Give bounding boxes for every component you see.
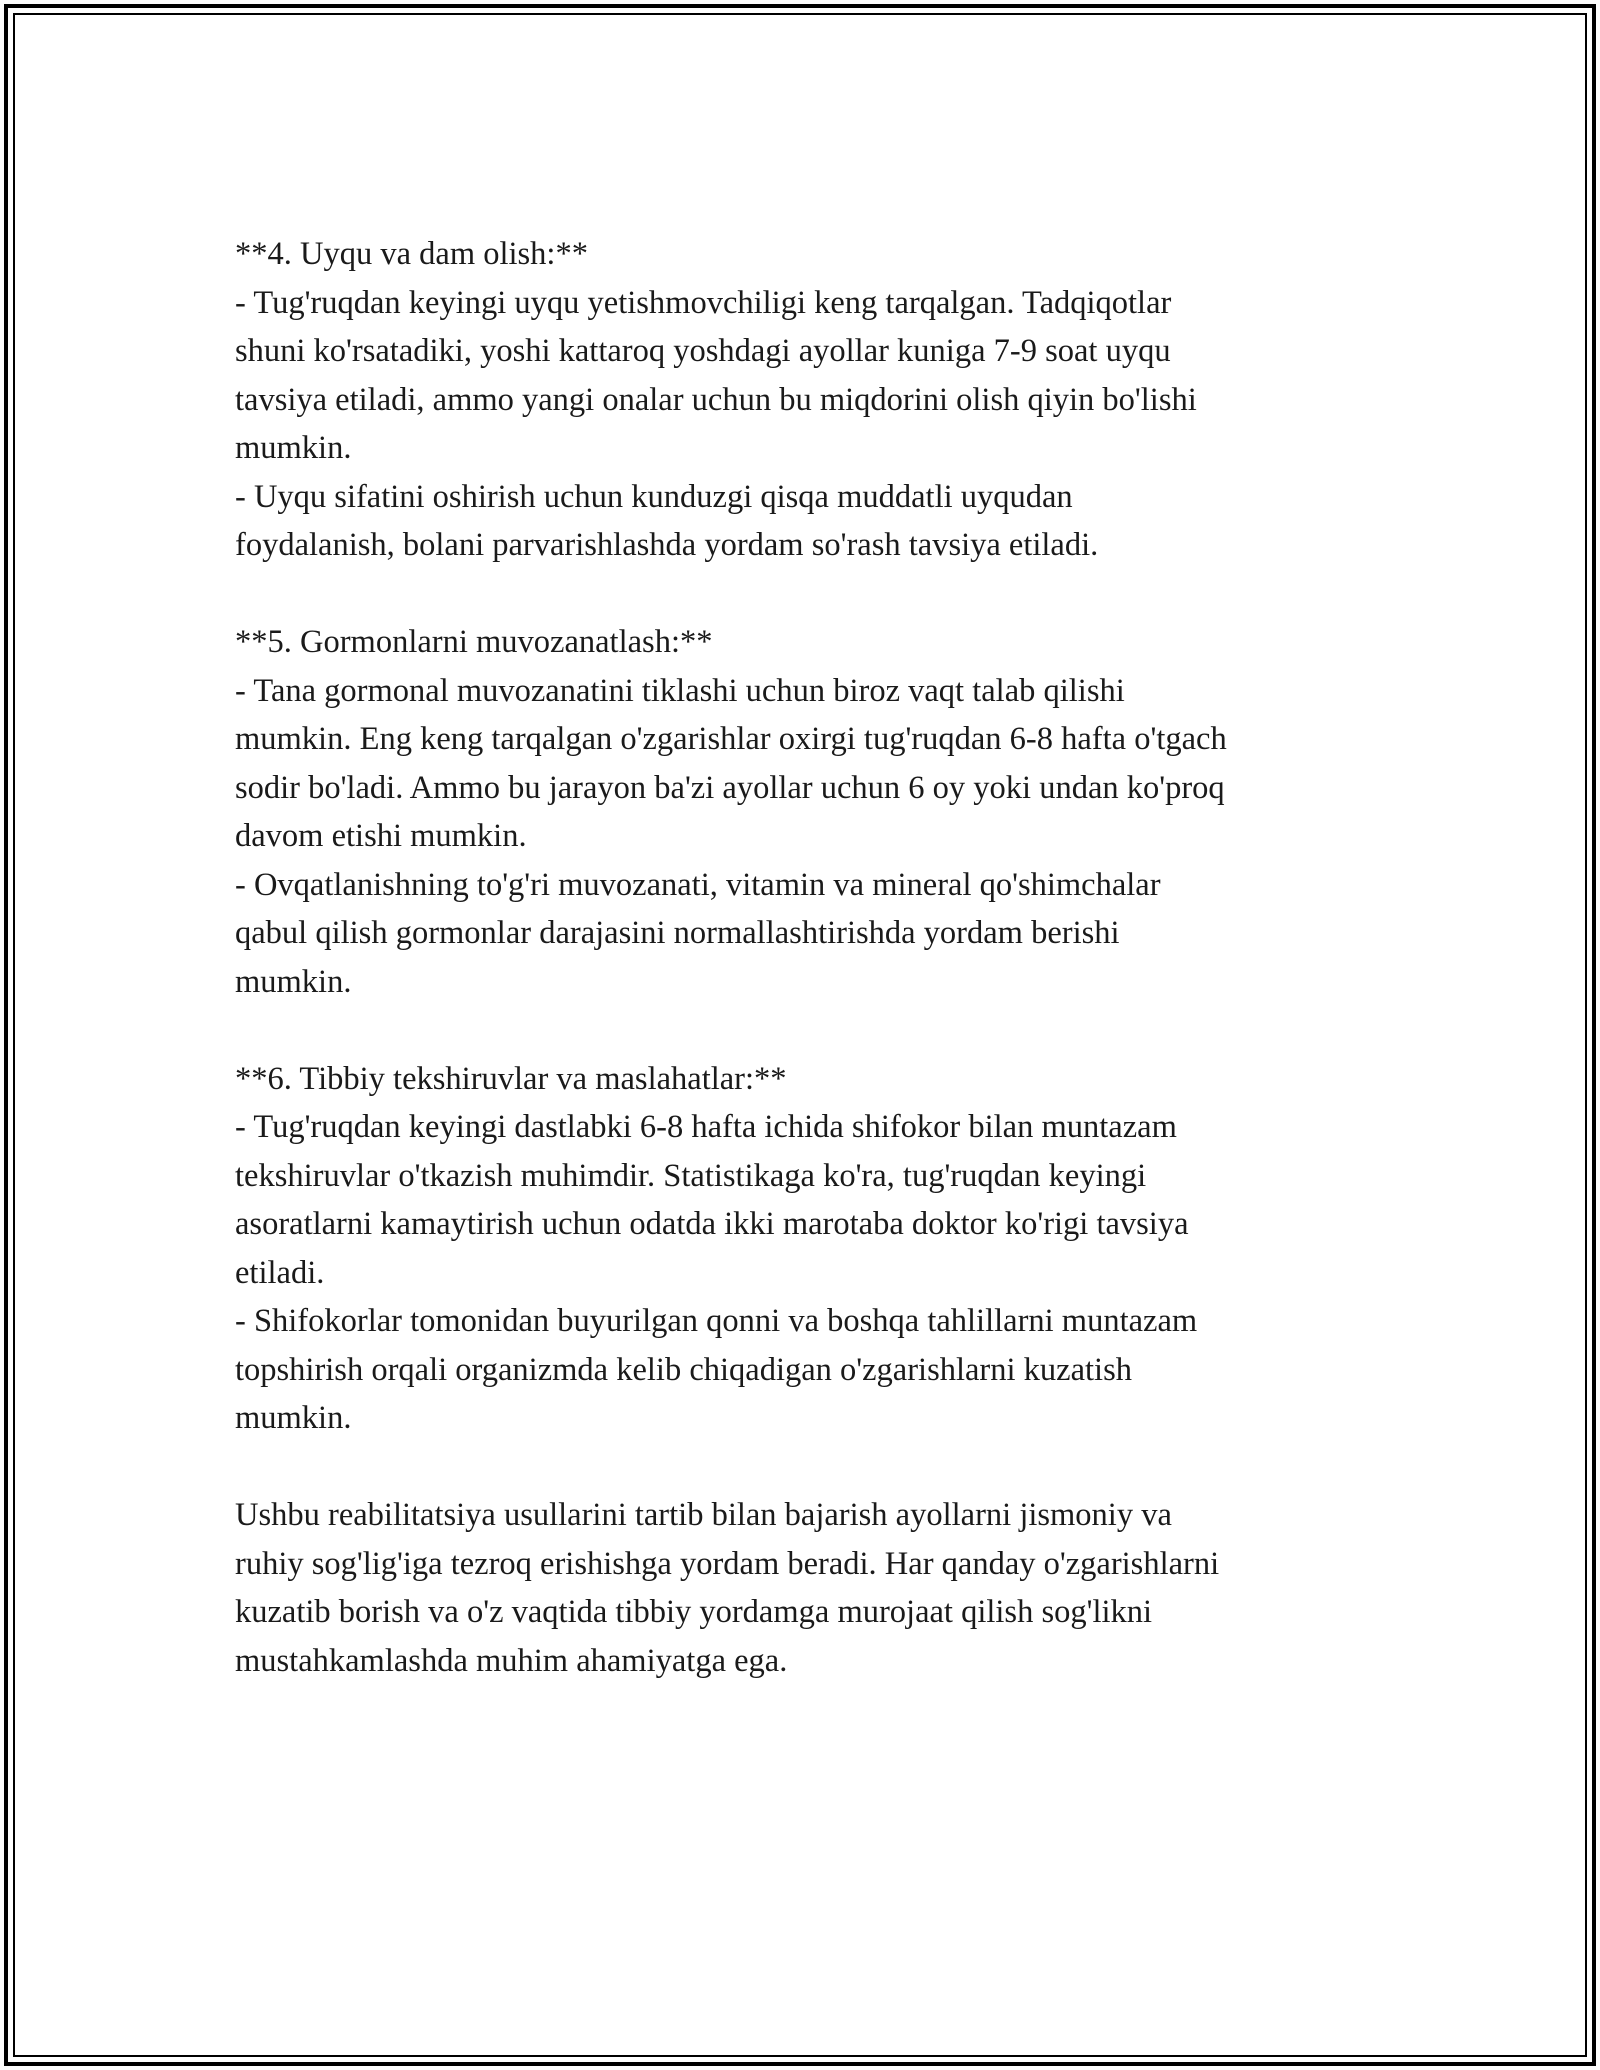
text-line: - Tug'ruqdan keyingi dastlabki 6-8 hafta ichida shifokor bilan muntazam: [235, 1109, 1177, 1145]
section-heading-medical: **6. Tibbiy tekshiruvlar va maslahatlar:**: [235, 1060, 787, 1097]
paragraph-spacer: [235, 1443, 1365, 1492]
text-line: - Shifokorlar tomonidan buyurilgan qonni va boshqa tahlillarni muntazam: [235, 1303, 1198, 1339]
text-line: mumkin.: [235, 963, 352, 1000]
text-line: qabul qilish gormonlar darajasini normallashtirishda yordam berishi: [235, 915, 1120, 951]
document-body: [235, 230, 1365, 1685]
text-line: - Tug'ruqdan keyingi uyqu yetishmovchiligi keng tarqalgan. Tadqiqotlar: [235, 284, 1172, 321]
text-line: foydalanish, bolani parvarishlashda yordam so'rash tavsiya etiladi.: [235, 527, 1099, 563]
text-line: sodir bo'ladi. Ammo bu jarayon ba'zi ayollar uchun 6 oy yoki undan ko'proq: [235, 769, 1225, 806]
text-line: - Ovqatlanishning to'g'ri muvozanati, vitamin va mineral qo'shimchalar: [235, 866, 1161, 903]
conclusion-line: ruhiy sog'lig'iga tezroq erishishga yordam beradi. Har qanday o'zgarishlarni: [235, 1545, 1220, 1582]
text-line: mumkin.: [235, 1400, 352, 1436]
text-line: - Uyqu sifatini oshirish uchun kunduzgi qisqa muddatli uyqudan: [235, 478, 1073, 515]
text-line: shuni ko'rsatadiki, yoshi kattaroq yoshdagi ayollar kuniga 7-9 soat uyqu: [235, 333, 1171, 369]
conclusion-line: mustahkamlashda muhim ahamiyatga ega.: [235, 1642, 788, 1679]
text-line: mumkin. Eng keng tarqalgan o'zgarishlar oxirgi tug'ruqdan 6-8 hafta o'tgach: [235, 721, 1227, 757]
conclusion-line: kuzatib borish va o'z vaqtida tibbiy yordamga murojaat qilish sog'likni: [235, 1594, 1153, 1630]
text-line: mumkin.: [235, 430, 352, 466]
text-line: tekshiruvlar o'tkazish muhimdir. Statistikaga ko'ra, tug'ruqdan keyingi: [235, 1157, 1147, 1194]
paragraph-spacer: [235, 1006, 1365, 1055]
conclusion-line: Ushbu reabilitatsiya usullarini tartib bilan bajarish ayollarni jismoniy va: [235, 1497, 1172, 1533]
text-line: davom etishi mumkin.: [235, 818, 527, 854]
section-heading-hormones: **5. Gormonlarni muvozanatlash:**: [235, 624, 713, 660]
text-line: - Tana gormonal muvozanatini tiklashi uchun biroz vaqt talab qilishi: [235, 672, 1125, 709]
text-line: tavsiya etiladi, ammo yangi onalar uchun bu miqdorini olish qiyin bo'lishi: [235, 381, 1197, 418]
paragraph-spacer: [235, 570, 1365, 619]
text-line: asoratlarni kamaytirish uchun odatda ikki marotaba doktor ko'rigi tavsiya: [235, 1206, 1189, 1242]
section-heading-sleep: **4. Uyqu va dam olish:**: [235, 236, 588, 272]
text-line: etiladi.: [235, 1254, 325, 1291]
text-line: topshirish orqali organizmda kelib chiqadigan o'zgarishlarni kuzatish: [235, 1351, 1132, 1388]
